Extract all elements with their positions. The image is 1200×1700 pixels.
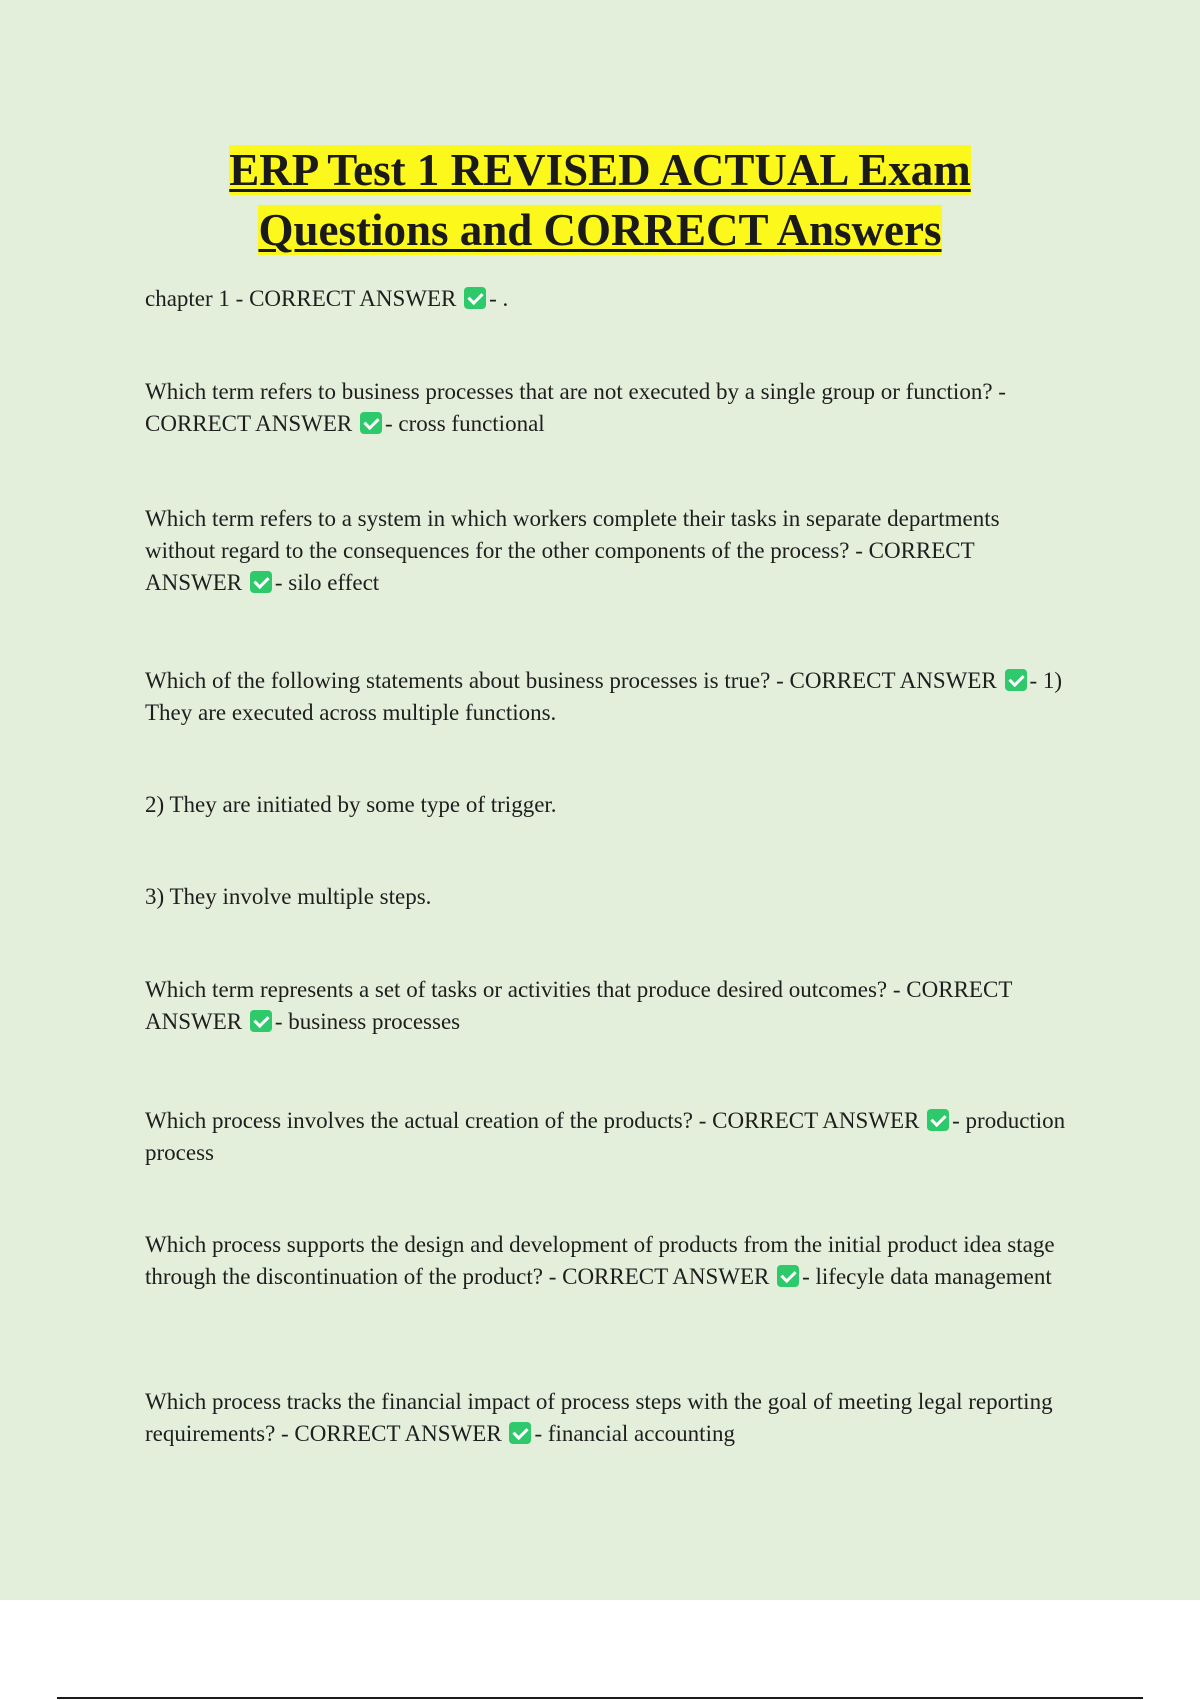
qa-item bbox=[145, 376, 1075, 440]
qa-item bbox=[145, 1229, 1075, 1293]
footer-divider bbox=[57, 1697, 1143, 1699]
question-text: Which process tracks the financial impact of process steps with the goal of meeting legal reporting requirements? - CORRECT ANSWER bbox=[145, 1389, 1053, 1446]
answer-continuation-text: 2) They are initiated by some type of trigger. bbox=[145, 792, 557, 817]
check-mark-icon bbox=[1005, 669, 1027, 691]
qa-item bbox=[145, 881, 1075, 913]
document-title bbox=[0, 140, 1200, 260]
qa-item bbox=[145, 665, 1075, 729]
question-text: Which term represents a set of tasks or activities that produce desired outcomes? - CORRECT ANSWER bbox=[145, 977, 1012, 1034]
answer-text: - financial accounting bbox=[534, 1421, 735, 1446]
check-mark-icon bbox=[250, 571, 272, 593]
title-line-2: Questions and CORRECT Answers bbox=[258, 205, 942, 255]
check-mark-icon bbox=[250, 1010, 272, 1032]
qa-item bbox=[145, 974, 1075, 1038]
qa-item bbox=[145, 503, 1075, 599]
question-text: Which term refers to a system in which workers complete their tasks in separate departments without regard to the consequences for the other components of the process? - CORRECT ANSWER bbox=[145, 506, 1000, 595]
check-mark-icon bbox=[464, 287, 486, 309]
question-text: chapter 1 - CORRECT ANSWER bbox=[145, 286, 457, 311]
check-mark-icon bbox=[927, 1109, 949, 1131]
answer-text: - business processes bbox=[274, 1009, 461, 1034]
question-text: Which of the following statements about business processes is true? - CORRECT ANSWER bbox=[145, 668, 997, 693]
check-mark-icon bbox=[360, 412, 382, 434]
qa-item bbox=[145, 789, 1075, 821]
qa-item bbox=[145, 283, 1075, 315]
answer-text: - lifecyle data management bbox=[802, 1264, 1052, 1289]
answer-text: - production process bbox=[145, 1108, 1066, 1165]
qa-item bbox=[145, 1105, 1075, 1169]
answer-text: - cross functional bbox=[385, 411, 545, 436]
answer-text: - silo effect bbox=[274, 570, 380, 595]
answer-text: - 1) They are executed across multiple functions. bbox=[145, 668, 1063, 725]
answer-continuation-text: 3) They involve multiple steps. bbox=[145, 884, 432, 909]
question-text: Which term refers to business processes that are not executed by a single group or function? - CORRECT ANSWER bbox=[145, 379, 1006, 436]
check-mark-icon bbox=[509, 1422, 531, 1444]
question-text: Which process supports the design and development of products from the initial product idea stage through the discontinuation of the product? - CORRECT ANSWER bbox=[145, 1232, 1055, 1289]
title-line-1: ERP Test 1 REVISED ACTUAL Exam bbox=[229, 145, 971, 195]
check-mark-icon bbox=[777, 1265, 799, 1287]
question-text: Which process involves the actual creation of the products? - CORRECT ANSWER bbox=[145, 1108, 920, 1133]
qa-item bbox=[145, 1386, 1075, 1450]
answer-text: - . bbox=[489, 286, 509, 311]
